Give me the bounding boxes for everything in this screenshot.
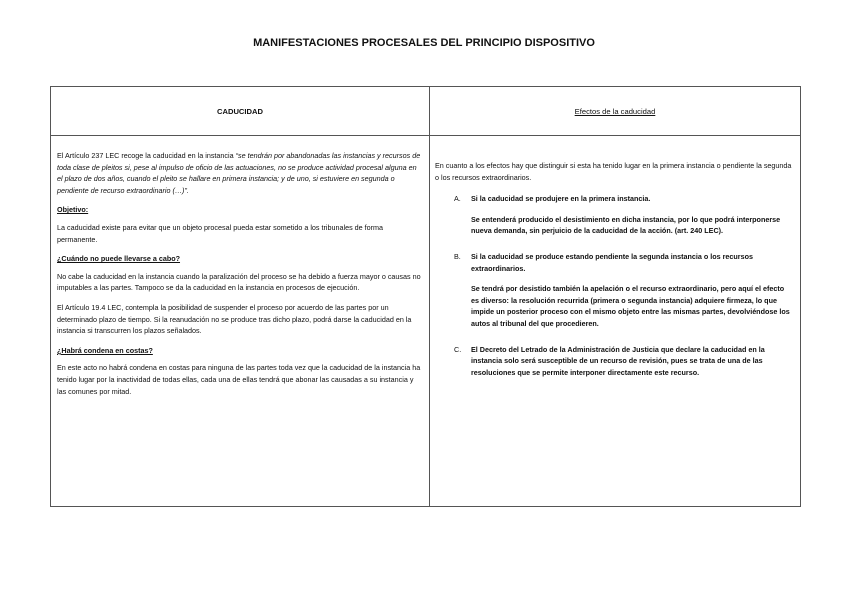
objetivo-text: La caducidad existe para evitar que un objeto procesal pueda estar sometido a los tribunales de forma permanente.: [57, 222, 384, 244]
item-marker: A.: [454, 194, 461, 204]
item-detail: Se tendrá por desistido también la apelación o el recurso extraordinario, pero aquí el efecto es diverso: la resolución recurrida (primera o segunda instancia) adquiere firmeza, lo que impide un posterior proceso con el mismo objeto entre las mismas partes, devolviéndose los autos al tribunal del que procedieren.: [471, 284, 790, 328]
right-cell: [430, 136, 801, 507]
intro-quote: “se tendrán por abandonadas las instancias y recursos de toda clase de pleitos si, pese al impulso de oficio de las actuaciones, no se produce actividad procesal alguna en el plazo de dos años, cuando el pleito se hallare en primera instancia; y de uno, si estuviere en segunda o pendiente de recurso extraordinario (…)”.: [57, 151, 421, 195]
efecto-item-a: [435, 193, 792, 237]
objetivo-heading: Objetivo:: [57, 205, 89, 215]
document-title: MANIFESTACIONES PROCESALES DEL PRINCIPIO DISPOSITIVO: [253, 37, 595, 49]
header-caducidad: CADUCIDAD: [51, 87, 430, 136]
intro-text: El Artículo 237 LEC recoge la caducidad en la instancia: [57, 151, 236, 160]
item-marker: B.: [454, 251, 461, 261]
efectos-intro: En cuanto a los efectos hay que distinguir si esta ha tenido lugar en la primera instancia o pendiente la segunda o los recursos extraordinarios.: [435, 161, 792, 182]
header-efectos: Efectos de la caducidad: [430, 87, 801, 136]
costas-text: En este acto no habrá condena en costas para ninguna de las partes toda vez que la caducidad de la instancia ha tenido lugar por la inactividad de todas ellas, cada una de ellas tendrá que abonar las causadas a su instancia y las comunes por mitad.: [57, 363, 421, 396]
item-lead: El Decreto del Letrado de la Administración de Justicia que declare la caducidad en la instancia solo será susceptible de un recurso de revisión, pues se trata de una de las resoluciones que se permite interponer directamente este recurso.: [471, 344, 765, 377]
costas-heading: ¿Habrá condena en costas?: [57, 345, 153, 355]
cuando-text-1: No cabe la caducidad en la instancia cuando la paralización del proceso se ha debido a fuerza mayor o causas no imputables a las partes. Tampoco se da la caducidad en la instancia en procesos de ejecución.: [57, 271, 421, 293]
efecto-item-b: [435, 251, 792, 330]
item-detail: Se entenderá producido el desistimiento en dicha instancia, por lo que podrá interponerse nueva demanda, sin perjuicio de la caducidad de la acción. (art. 240 LEC).: [471, 214, 781, 236]
item-marker: C.: [454, 344, 462, 354]
item-lead: Si la caducidad se produjere en la primera instancia.: [471, 194, 651, 204]
cuando-text-2: El Artículo 19.4 LEC, contempla la posibilidad de suspender el proceso por acuerdo de las partes por un determinado plazo de tiempo. Si la reanudación no se produce tras dicho plazo, podrá darse la caducidad en la instancia si transcurren los plazos señalados.: [57, 302, 412, 336]
efecto-item-c: [435, 344, 792, 379]
cuando-heading: ¿Cuándo no puede llevarse a cabo?: [57, 254, 181, 264]
item-lead: Si la caducidad se produce estando pendiente la segunda instancia o los recursos extraordinarios.: [471, 251, 753, 273]
efectos-list: [435, 193, 792, 378]
intro-paragraph: [57, 150, 423, 196]
caducidad-table: [50, 86, 801, 507]
left-cell: [51, 136, 430, 507]
